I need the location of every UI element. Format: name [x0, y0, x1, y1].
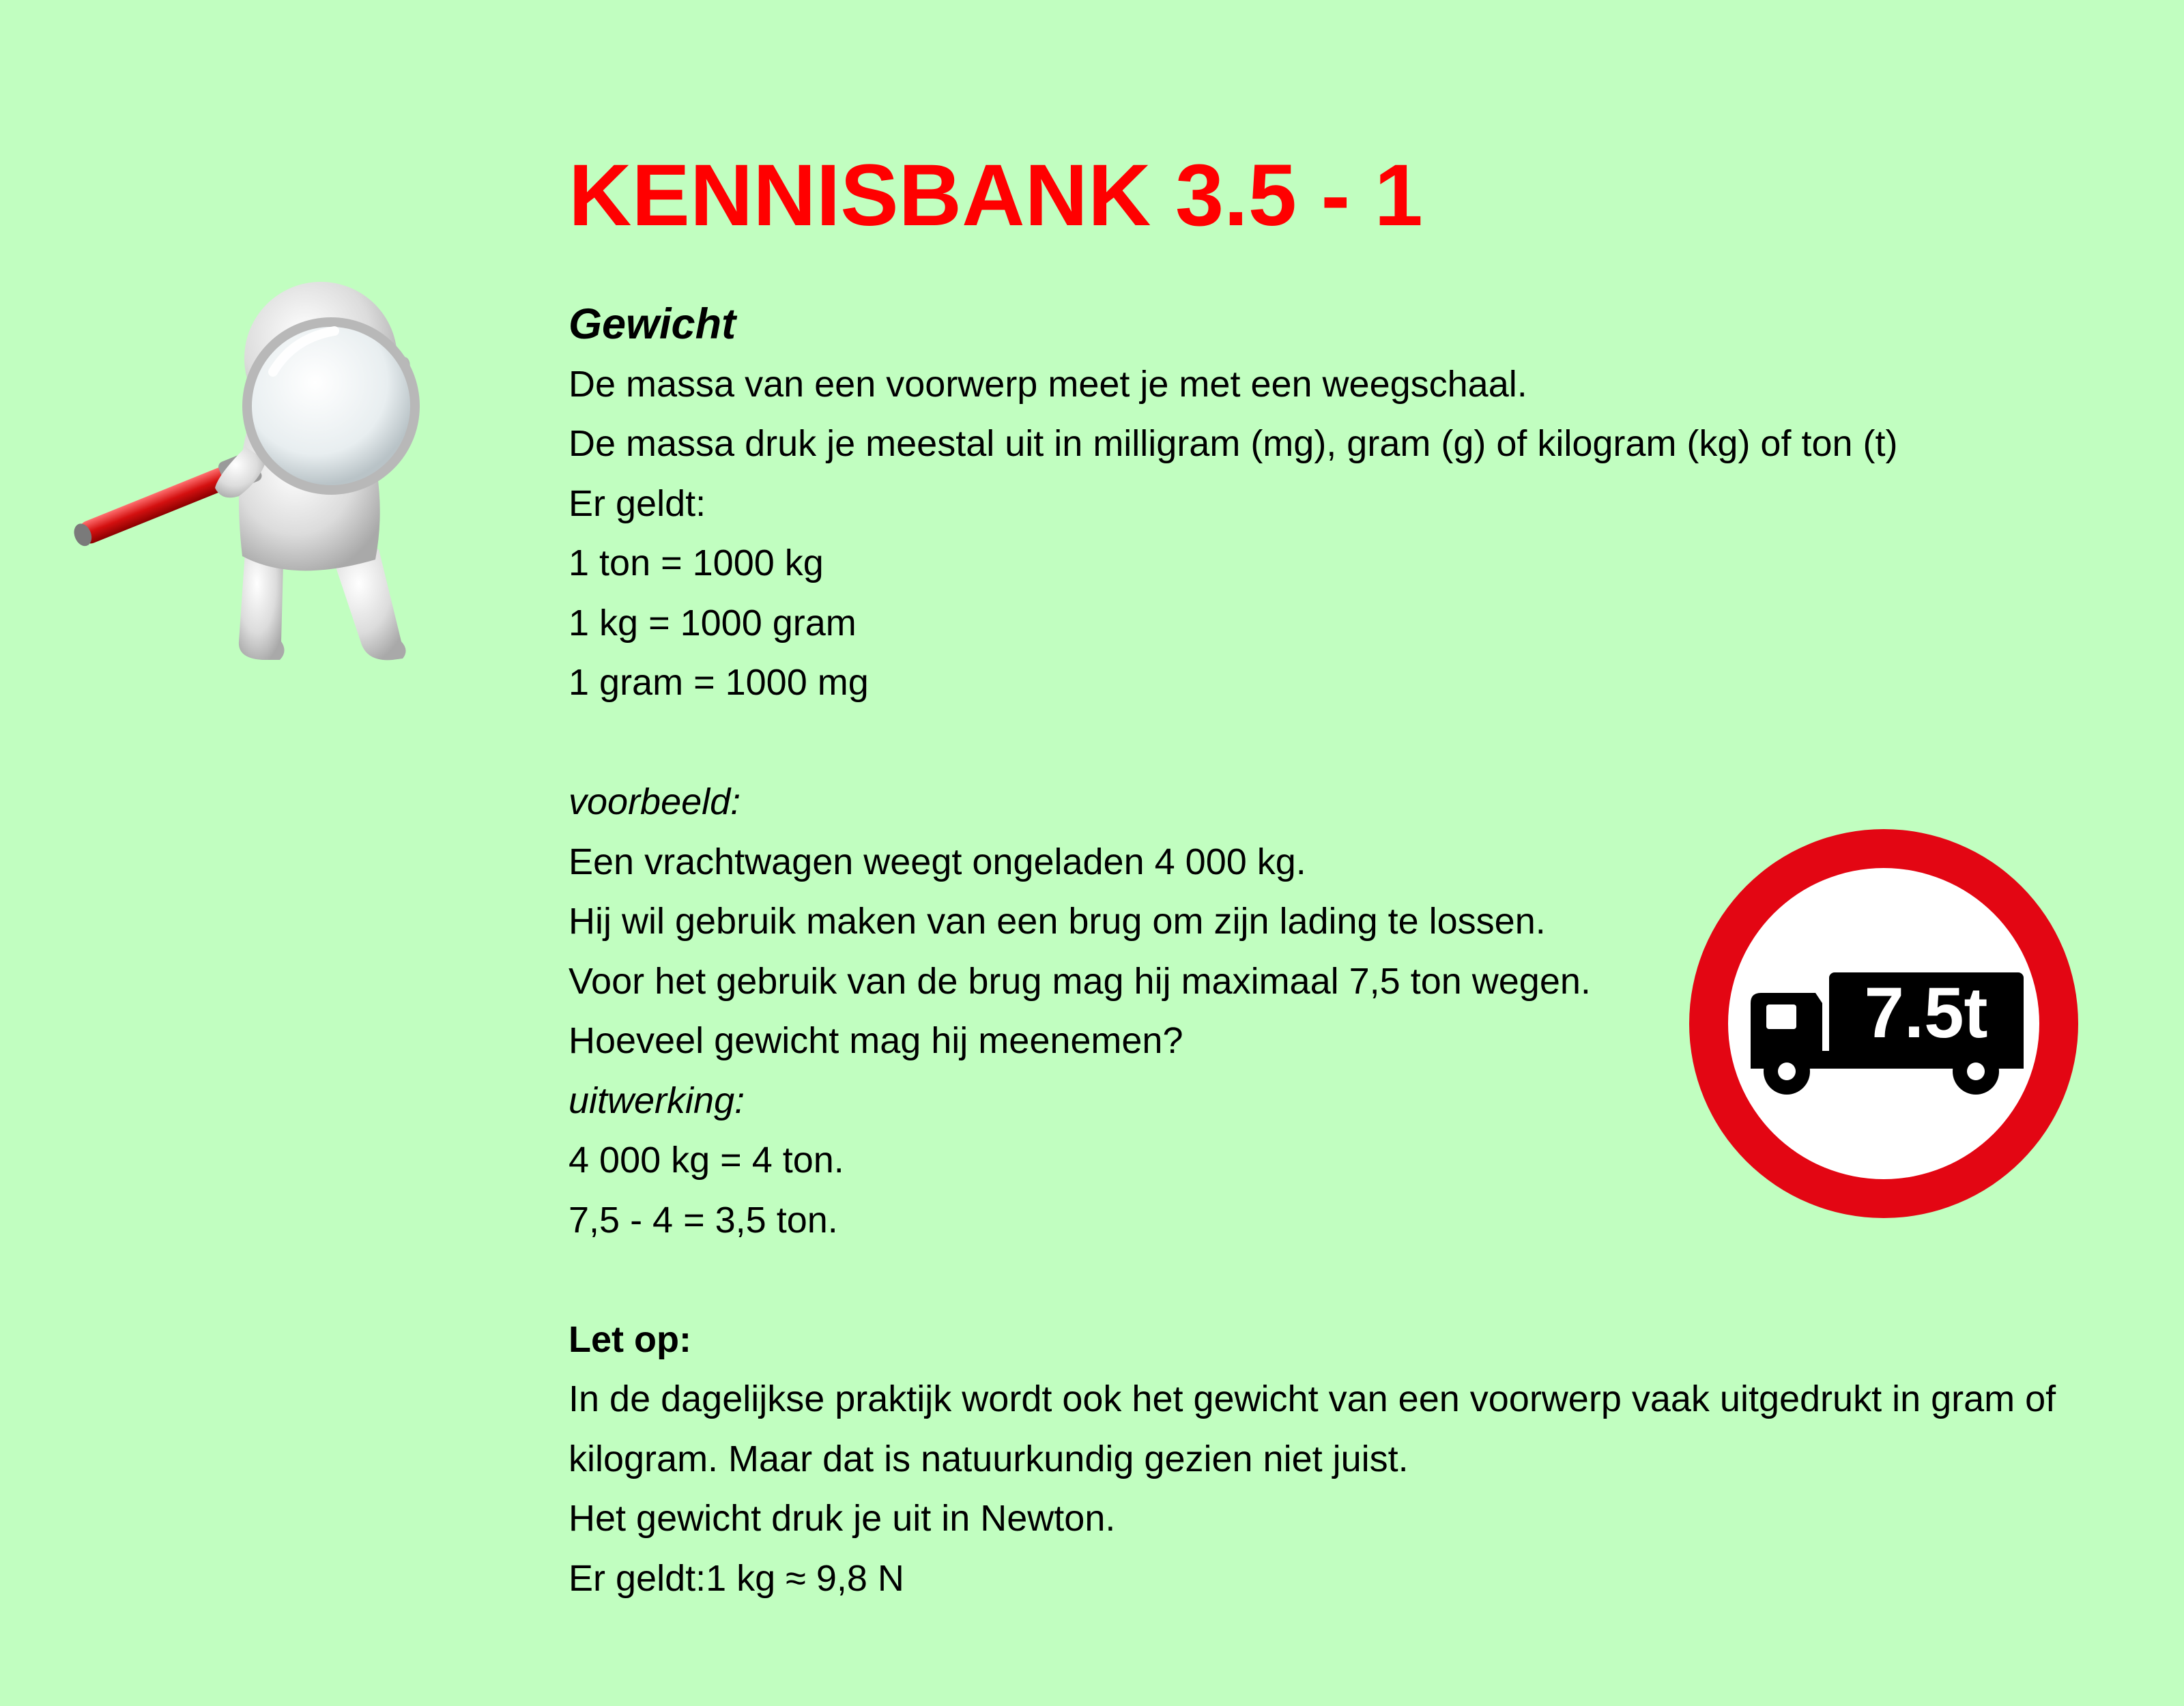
example-line: Hij wil gebruik maken van een brug om zijn lading te lossen.	[569, 901, 1546, 942]
magnifying-glass-person-icon	[68, 242, 491, 679]
page-title: KENNISBANK 3.5 - 1	[569, 147, 1423, 244]
example-line: Een vrachtwagen weegt ongeladen 4 000 kg.	[569, 841, 1306, 882]
intro-line: De massa van een voorwerp meet je met een weegschaal.	[569, 363, 1527, 405]
note-line: Er geldt:1 kg ≈ 9,8 N	[569, 1557, 904, 1599]
intro-line: Er geldt:	[569, 482, 706, 524]
example-label: voorbeeld:	[569, 781, 741, 822]
weight-limit-sign-icon	[1686, 826, 2082, 1221]
note-paragraph: In de dagelijkse praktijk wordt ook het gewicht van een voorwerp vaak uitgedrukt in gram of kilogram. Maar dat is natuurkundig gezien niet juist.	[569, 1378, 2056, 1479]
example-line: Voor het gebruik van de brug mag hij maximaal 7,5 ton wegen.	[569, 960, 1591, 1002]
solution-line: 4 000 kg = 4 ton.	[569, 1140, 844, 1181]
weight-limit-text: 7.5t	[1864, 973, 1988, 1053]
spacer	[569, 713, 2104, 773]
spacer	[569, 1250, 2104, 1310]
solution-label: uitwerking:	[569, 1080, 745, 1121]
note-label: Let op:	[569, 1318, 691, 1360]
solution-line: 7,5 - 4 = 3,5 ton.	[569, 1199, 838, 1241]
conversion-line: 1 ton = 1000 kg	[569, 543, 824, 583]
section-heading: Gewicht	[569, 300, 736, 348]
example-line: Hoeveel gewicht mag hij meenemen?	[569, 1020, 1183, 1061]
note-line: Het gewicht druk je uit in Newton.	[569, 1498, 1116, 1539]
intro-line: De massa druk je meestal uit in milligram (mg), gram (g) of kilogram (kg) of ton (t)	[569, 423, 1898, 464]
conversion-line: 1 gram = 1000 mg	[569, 662, 869, 703]
conversion-line: 1 kg = 1000 gram	[569, 602, 857, 644]
